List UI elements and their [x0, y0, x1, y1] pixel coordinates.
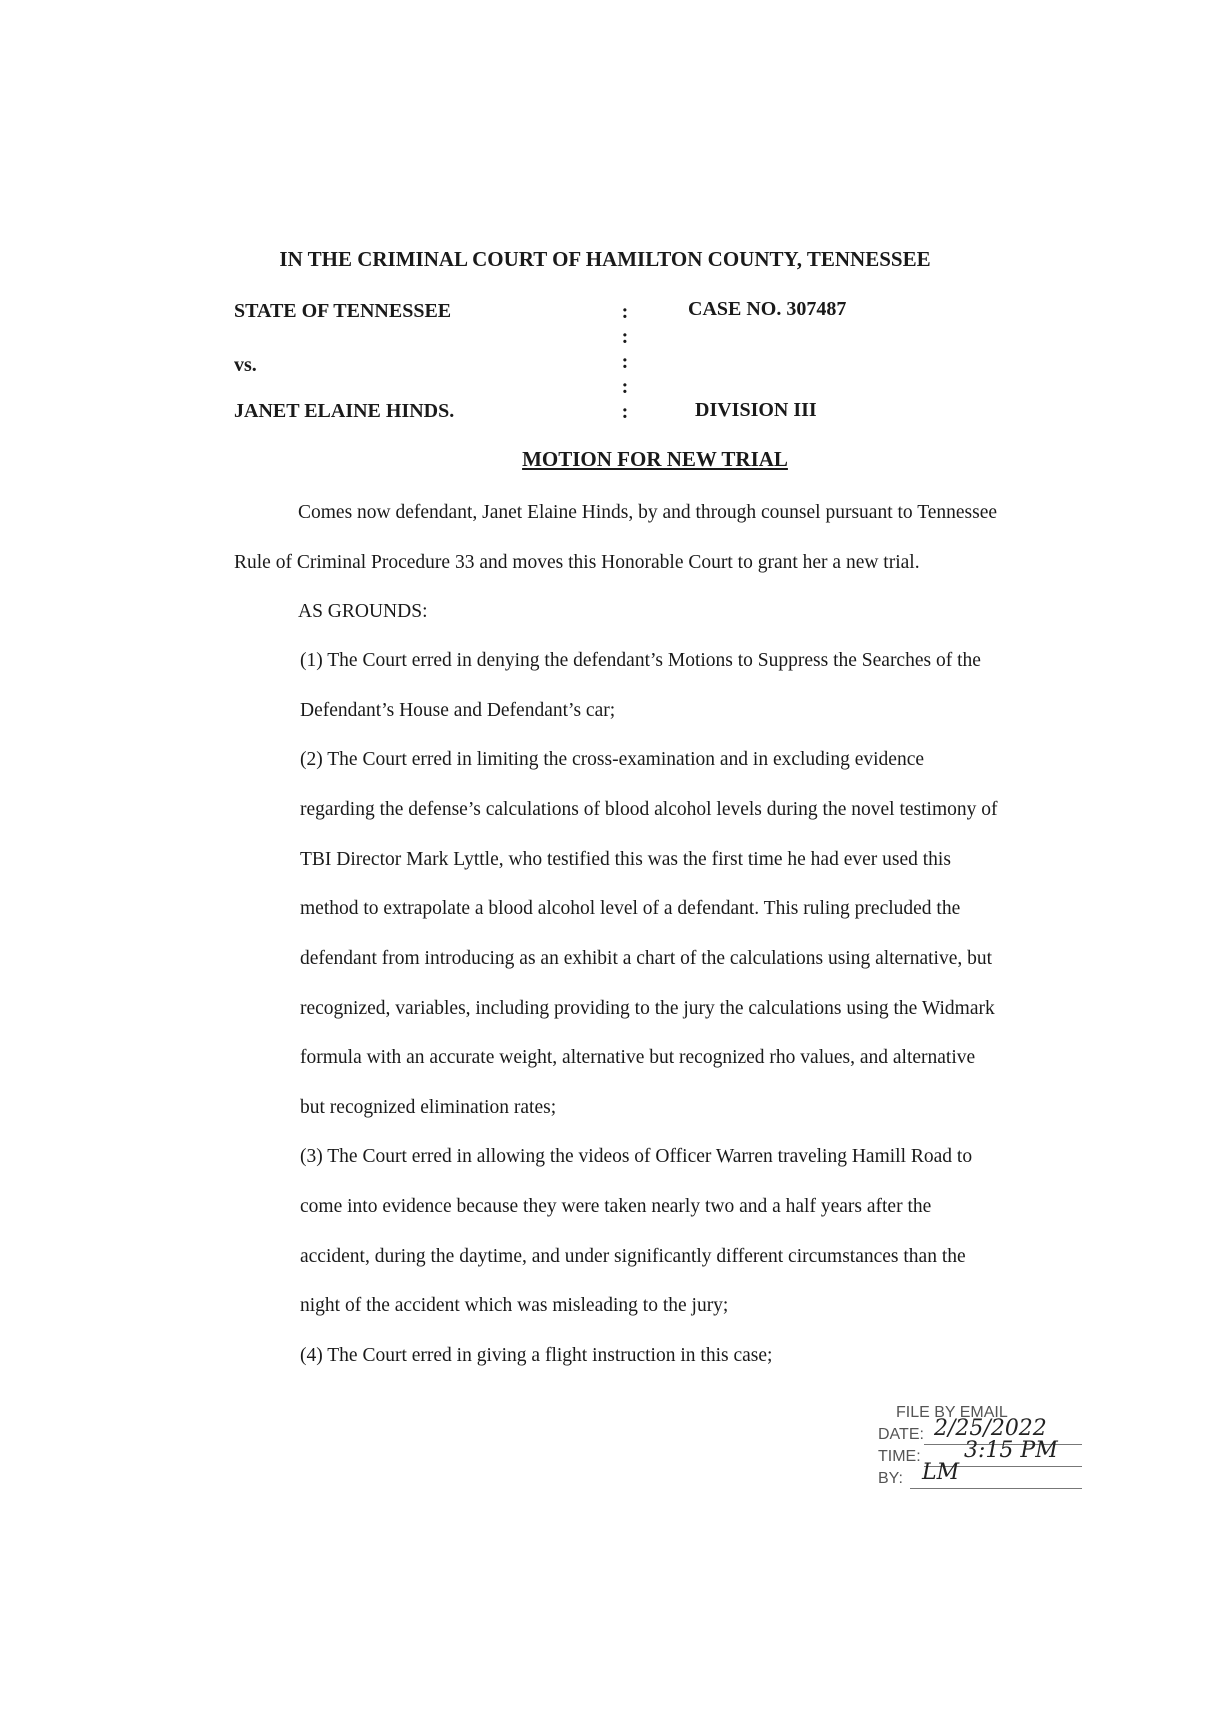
defendant-name: JANET ELAINE HINDS. — [234, 400, 455, 422]
body-line: (2) The Court erred in limiting the cross-examination and in excluding evidence — [300, 749, 924, 770]
stamp-header: FILE BY EMAIL — [896, 1404, 1008, 1421]
body-line: regarding the defense’s calculations of blood alcohol levels during the novel testimony of — [300, 799, 998, 820]
court-title: IN THE CRIMINAL COURT OF HAMILTON COUNTY, TENNESSEE — [279, 247, 931, 271]
body-line: Defendant’s House and Defendant’s car; — [300, 700, 616, 721]
stamp-by-label: BY: — [878, 1470, 903, 1487]
stamp-time-label: TIME: — [878, 1448, 921, 1465]
plaintiff-name: STATE OF TENNESSEE — [234, 300, 452, 322]
versus-label: vs. — [234, 354, 257, 376]
body-line: Rule of Criminal Procedure 33 and moves this Honorable Court to grant her a new trial. — [234, 552, 920, 573]
body-line: TBI Director Mark Lyttle, who testified this was the first time he had ever used this — [300, 849, 951, 870]
motion-title: MOTION FOR NEW TRIAL — [522, 447, 788, 471]
body-line: method to extrapolate a blood alcohol level of a defendant. This ruling precluded the — [300, 898, 961, 919]
body-line: formula with an accurate weight, alternative but recognized rho values, and alternative — [300, 1047, 976, 1068]
case-number: CASE NO. 307487 — [688, 298, 847, 320]
body-line: AS GROUNDS: — [298, 601, 428, 622]
caption-separator: : — [621, 401, 629, 423]
caption-separator: : — [621, 301, 629, 323]
body-line: (1) The Court erred in denying the defendant’s Motions to Suppress the Searches of the — [300, 650, 981, 671]
caption-separator: : — [621, 376, 629, 398]
caption-separator: : — [621, 351, 629, 373]
body-line: (4) The Court erred in giving a flight instruction in this case; — [300, 1345, 773, 1366]
caption-separator: : — [621, 326, 629, 348]
stamp-date-value: 2/25/2022 — [934, 1416, 1047, 1441]
filing-stamp — [878, 1404, 1088, 1494]
body-line: but recognized elimination rates; — [300, 1097, 557, 1118]
body-line: Comes now defendant, Janet Elaine Hinds, by and through counsel pursuant to Tennessee — [298, 502, 998, 523]
body-line: come into evidence because they were taken nearly two and a half years after the — [300, 1196, 932, 1217]
stamp-by-value: LM — [922, 1460, 960, 1485]
body-line: (3) The Court erred in allowing the videos of Officer Warren traveling Hamill Road to — [300, 1146, 973, 1167]
stamp-date-label: DATE: — [878, 1426, 924, 1443]
body-line: accident, during the daytime, and under significantly different circumstances than the — [300, 1246, 966, 1267]
body-line: defendant from introducing as an exhibit a chart of the calculations using alternative, but — [300, 948, 993, 969]
body-line: night of the accident which was misleading to the jury; — [300, 1295, 729, 1316]
body-line: recognized, variables, including providing to the jury the calculations using the Widmark — [300, 998, 995, 1019]
stamp-time-value: 3:15 PM — [964, 1438, 1058, 1463]
division-label: DIVISION III — [695, 399, 817, 421]
